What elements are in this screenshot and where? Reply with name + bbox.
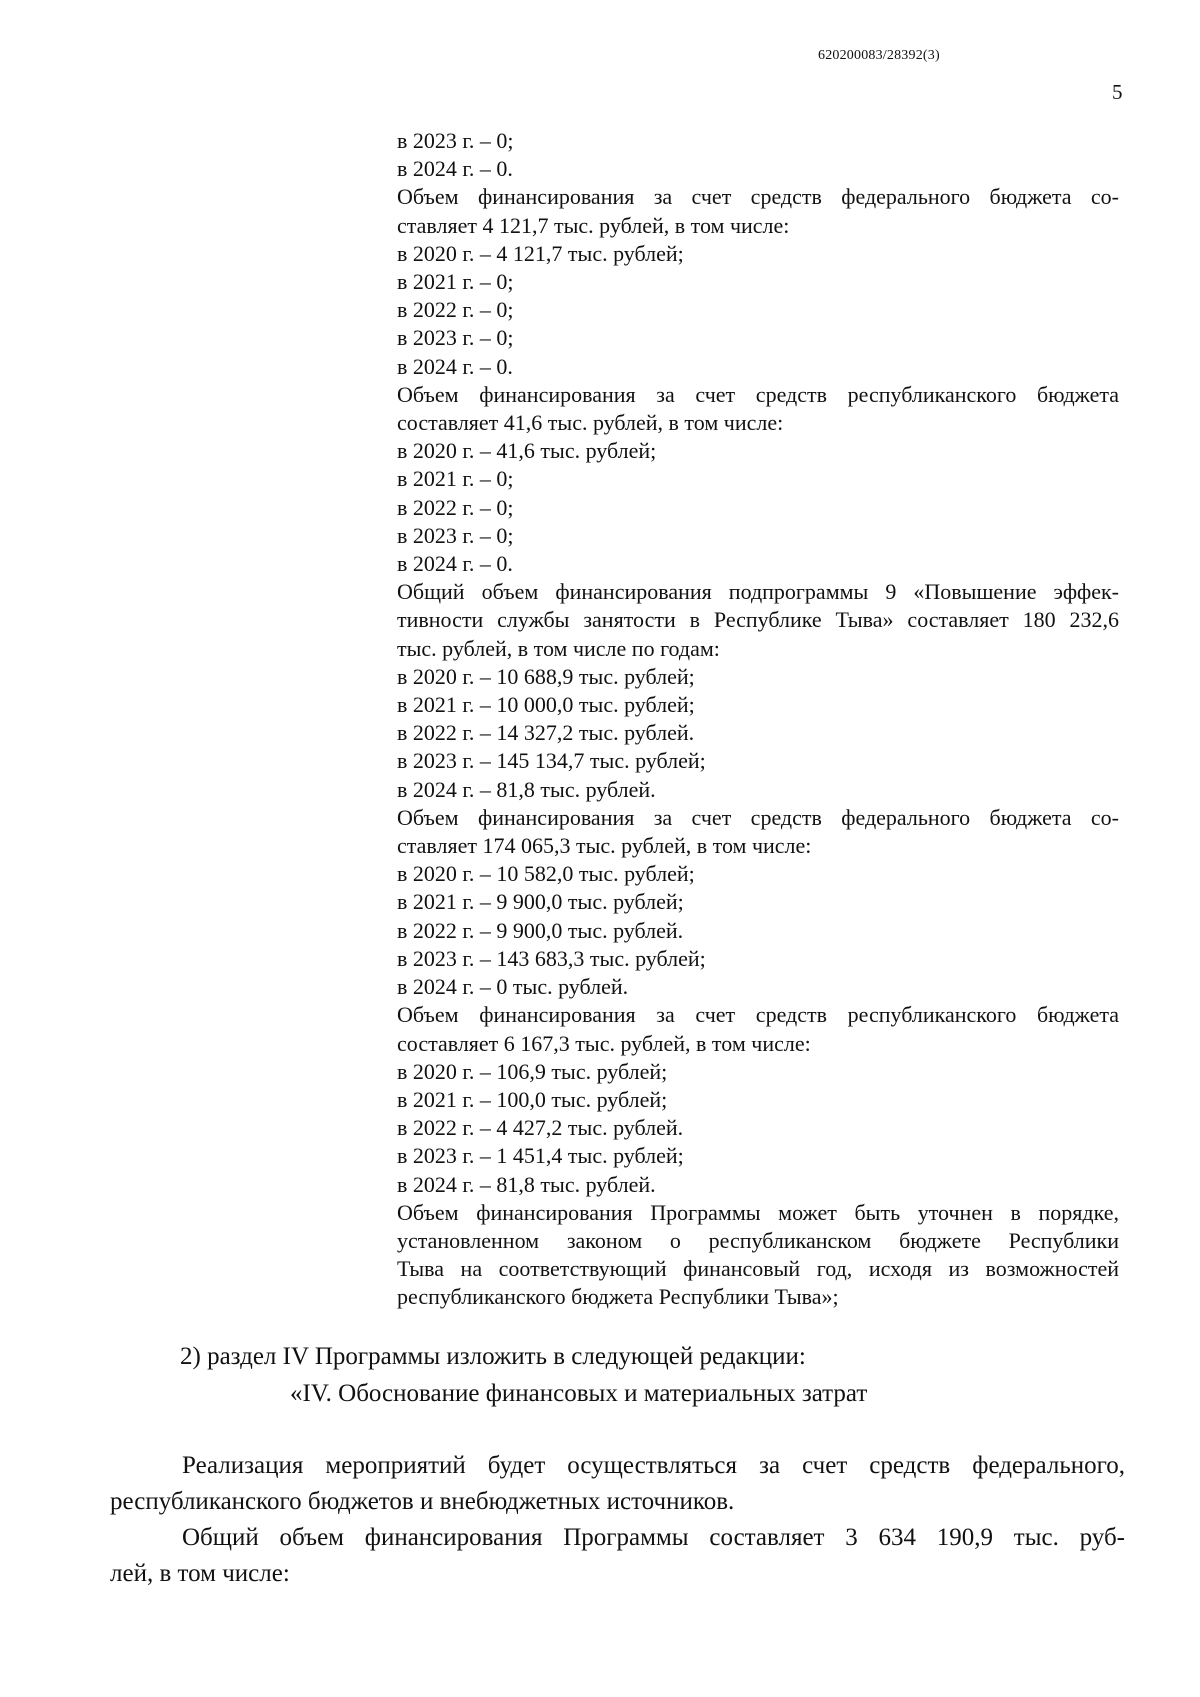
text-line: в 2024 г. – 81,8 тыс. рублей. — [397, 776, 656, 802]
text-line: в 2021 г. – 10 000,0 тыс. рублей; — [397, 692, 695, 718]
text-line: в 2024 г. – 81,8 тыс. рублей. — [397, 1171, 656, 1197]
text-line: в 2021 г. – 100,0 тыс. рублей; — [397, 1086, 668, 1112]
text-line: в 2022 г. – 0; — [397, 297, 514, 323]
text-line: в 2023 г. – 145 134,7 тыс. рублей; — [397, 748, 706, 774]
text-line: Объем финансирования за счет средств федерального бюджета со- — [397, 184, 1119, 210]
text-line: в 2020 г. – 10 688,9 тыс. рублей; — [397, 663, 695, 689]
amendment-item: 2) раздел IV Программы изложить в следующей редакции: — [180, 1343, 806, 1370]
text-line: в 2023 г. – 0; — [397, 128, 514, 153]
text-line: установленном законом о республиканском бюджете Республики — [397, 1227, 1119, 1253]
text-line: в 2022 г. – 14 327,2 тыс. рублей. — [397, 720, 695, 746]
text-line: Объем финансирования за счет средств республиканского бюджета — [397, 381, 1119, 407]
financing-block — [397, 127, 1119, 1312]
text-line: в 2020 г. – 10 582,0 тыс. рублей; — [397, 861, 695, 887]
text-line: в 2020 г. – 106,9 тыс. рублей; — [397, 1058, 668, 1084]
text-line: тивности службы занятости в Республике Тыва» составляет 180 232,6 — [397, 607, 1119, 633]
text-line: в 2021 г. – 9 900,0 тыс. рублей; — [397, 889, 684, 915]
text-line: в 2021 г. – 0; — [397, 466, 514, 492]
text-line: Объем финансирования за счет средств федерального бюджета со- — [397, 804, 1119, 830]
text-line: в 2020 г. – 4 121,7 тыс. рублей; — [397, 240, 684, 266]
text-line: в 2022 г. – 0; — [397, 494, 514, 520]
paragraph-line: Реализация мероприятий будет осуществляться за счет средств федерального, — [182, 1452, 1125, 1479]
text-line: в 2023 г. – 0; — [397, 522, 514, 548]
section-title: «IV. Обоснование финансовых и материальных затрат — [290, 1380, 868, 1407]
paragraph-total-financing — [110, 1520, 1125, 1592]
text-line: Объем финансирования Программы может быть уточнен в порядке, — [397, 1199, 1119, 1225]
text-line: составляет 6 167,3 тыс. рублей, в том числе: — [397, 1030, 811, 1056]
paragraph-line: Общий объем финансирования Программы составляет 3 634 190,9 тыс. руб- — [182, 1524, 1125, 1551]
page-number: 5 — [1112, 80, 1123, 104]
paragraph-implementation — [110, 1448, 1125, 1520]
text-line: составляет 41,6 тыс. рублей, в том числе: — [397, 410, 784, 436]
text-line: ставляет 174 065,3 тыс. рублей, в том числе: — [397, 833, 812, 859]
document-code: 620200083/28392(3) — [818, 48, 940, 63]
text-line: в 2022 г. – 9 900,0 тыс. рублей. — [397, 917, 684, 943]
text-line: в 2023 г. – 143 683,3 тыс. рублей; — [397, 945, 706, 971]
text-line: в 2023 г. – 1 451,4 тыс. рублей; — [397, 1143, 684, 1169]
text-line: в 2023 г. – 0; — [397, 325, 514, 351]
text-line: тыс. рублей, в том числе по годам: — [397, 635, 720, 661]
text-line: Тыва на соответствующий финансовый год, исходя из возможностей — [397, 1256, 1119, 1282]
text-line: ставляет 4 121,7 тыс. рублей, в том числе: — [397, 212, 790, 238]
text-line: в 2024 г. – 0. — [397, 551, 513, 577]
text-line: Объем финансирования за счет средств республиканского бюджета — [397, 1002, 1119, 1028]
text-line: в 2024 г. – 0 тыс. рублей. — [397, 974, 629, 1000]
paragraph-line: лей, в том числе: — [110, 1560, 290, 1587]
paragraph-line: республиканского бюджетов и внебюджетных источников. — [110, 1488, 735, 1515]
text-line: в 2020 г. – 41,6 тыс. рублей; — [397, 438, 657, 464]
text-line: Общий объем финансирования подпрограммы 9 «Повышение эффек- — [397, 579, 1119, 605]
text-line: в 2022 г. – 4 427,2 тыс. рублей. — [397, 1115, 684, 1141]
text-line: в 2024 г. – 0. — [397, 156, 513, 182]
text-line: республиканского бюджета Республики Тыва»; — [397, 1284, 839, 1310]
text-line: в 2024 г. – 0. — [397, 353, 513, 379]
text-line: в 2021 г. – 0; — [397, 269, 514, 295]
